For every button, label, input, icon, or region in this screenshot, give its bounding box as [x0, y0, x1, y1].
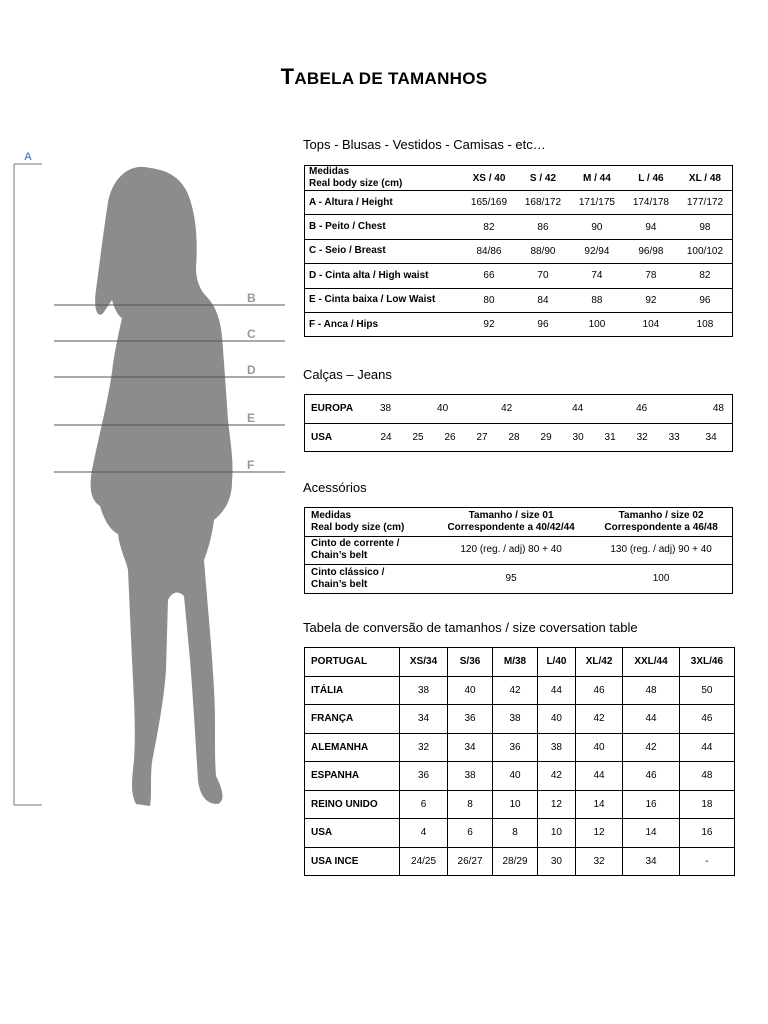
table-row	[305, 790, 735, 819]
marker-f: F	[247, 458, 255, 472]
cell-value: 36	[400, 762, 448, 791]
cell-value: 8	[448, 790, 493, 819]
cell-value: 4	[400, 819, 448, 848]
table-header-row	[305, 648, 735, 677]
body-silhouette-figure	[0, 140, 300, 820]
accessories-heading: Acessórios	[303, 480, 367, 495]
cell-value: 92/94	[570, 239, 624, 263]
cell-value: 84	[516, 288, 570, 312]
cell-value: 40	[448, 676, 493, 705]
cell-value: 6	[400, 790, 448, 819]
row-label: Cinto clássico / Chain’s belt	[305, 565, 433, 594]
cell-value: 100	[590, 565, 732, 594]
cell-value: 44	[575, 762, 622, 791]
conversion-heading: Tabela de conversão de tamanhos / size coversation table	[303, 620, 638, 635]
cell-value: 177/172	[678, 191, 733, 215]
cell-value: 28	[498, 423, 530, 452]
cell-value: 50	[679, 676, 734, 705]
body-silhouette	[91, 167, 233, 806]
cell-value: 98	[678, 215, 733, 239]
row-label: ESPANHA	[305, 762, 400, 791]
tops-size-table	[304, 165, 733, 337]
cell-value: 42	[493, 676, 538, 705]
table-row	[305, 819, 735, 848]
cell-value: 32	[575, 847, 622, 876]
cell-value: 46	[636, 403, 648, 415]
cell-value: 82	[462, 215, 516, 239]
cell-value: 48	[712, 403, 724, 415]
size-header: M / 44	[583, 172, 611, 184]
table-row-usa	[305, 423, 733, 452]
cell-value: 48	[623, 676, 680, 705]
size-header: L/40	[537, 648, 575, 677]
cell-value: -	[679, 847, 734, 876]
cell-value: 25	[402, 423, 434, 452]
cell-value: 174/178	[624, 191, 678, 215]
cell-value: 88	[570, 288, 624, 312]
cell-value: 95	[432, 565, 590, 594]
row-label: F - Anca / Hips	[305, 312, 463, 336]
cell-value: 48	[679, 762, 734, 791]
cell-value: 130 (reg. / adj) 90 + 40	[590, 536, 732, 565]
cell-value: 34	[448, 733, 493, 762]
cell-value: 74	[570, 264, 624, 288]
size-header: S / 42	[529, 172, 557, 184]
cell-value: 32	[626, 423, 658, 452]
row-label: ALEMANHA	[305, 733, 400, 762]
table-row	[305, 847, 735, 876]
cell-value: 6	[448, 819, 493, 848]
table-row	[305, 264, 733, 288]
cell-value: 92	[624, 288, 678, 312]
size-header: 3XL/46	[679, 648, 734, 677]
row-label: ITÁLIA	[305, 676, 400, 705]
cell-value: 165/169	[462, 191, 516, 215]
size-header: XXL/44	[623, 648, 680, 677]
cell-value: 40	[575, 733, 622, 762]
table-row	[305, 288, 733, 312]
marker-d: D	[247, 363, 256, 377]
cell-value: 108	[678, 312, 733, 336]
size-header: XS / 40	[472, 172, 506, 184]
cell-value: 34	[623, 847, 680, 876]
cell-value: 84/86	[462, 239, 516, 263]
table-row	[305, 733, 735, 762]
table-row	[305, 239, 733, 263]
cell-value: 12	[575, 819, 622, 848]
size-header: S/36	[448, 648, 493, 677]
row-label: D - Cinta alta / High waist	[305, 264, 463, 288]
row-label: C - Seio / Breast	[305, 239, 463, 263]
table-row-europa	[305, 395, 733, 424]
row-label: USA	[305, 423, 371, 452]
size-header: Tamanho / size 02 Correspondente a 46/48	[604, 509, 718, 533]
cell-value: 18	[679, 790, 734, 819]
cell-value: 92	[462, 312, 516, 336]
table-row	[305, 215, 733, 239]
row-label: E - Cinta baixa / Low Waist	[305, 288, 463, 312]
cell-value: 10	[537, 819, 575, 848]
cell-value: 24/25	[400, 847, 448, 876]
cell-value: 16	[623, 790, 680, 819]
cell-value: 96	[678, 288, 733, 312]
conversion-table	[304, 647, 735, 876]
cell-value: 42	[501, 403, 513, 415]
row-label: A - Altura / Height	[305, 191, 463, 215]
size-header: XS/34	[400, 648, 448, 677]
marker-c: C	[247, 327, 256, 341]
cell-value: 31	[594, 423, 626, 452]
cell-value: 30	[537, 847, 575, 876]
table-row	[305, 191, 733, 215]
cell-value: 90	[570, 215, 624, 239]
cell-value: 82	[678, 264, 733, 288]
row-label: B - Peito / Chest	[305, 215, 463, 239]
row-label: PORTUGAL	[305, 648, 400, 677]
cell-value: 40	[537, 705, 575, 734]
table-header-row	[305, 166, 733, 191]
cell-value: 8	[493, 819, 538, 848]
table-header-row	[305, 508, 733, 537]
cell-value: 14	[623, 819, 680, 848]
jeans-size-table	[304, 394, 733, 452]
header-label-cell: Medidas Real body size (cm)	[311, 509, 405, 533]
size-header: Tamanho / size 01 Correspondente a 40/42/44	[447, 509, 575, 533]
cell-value: 29	[530, 423, 562, 452]
cell-value: 38	[400, 676, 448, 705]
cell-value: 38	[537, 733, 575, 762]
cell-value: 38	[380, 403, 392, 415]
cell-value: 44	[679, 733, 734, 762]
cell-value: 12	[537, 790, 575, 819]
cell-value: 32	[400, 733, 448, 762]
marker-b: B	[247, 291, 256, 305]
row-label: USA	[305, 819, 400, 848]
cell-value: 27	[466, 423, 498, 452]
page-title: TABELA DE TAMANHOS	[280, 64, 488, 89]
cell-value: 26	[434, 423, 466, 452]
cell-value: 46	[623, 762, 680, 791]
cell-value: 14	[575, 790, 622, 819]
cell-value: 42	[623, 733, 680, 762]
cell-value: 28/29	[493, 847, 538, 876]
cell-value: 36	[493, 733, 538, 762]
jeans-heading: Calças – Jeans	[303, 367, 392, 382]
cell-value: 44	[623, 705, 680, 734]
cell-value: 88/90	[516, 239, 570, 263]
cell-value: 171/175	[570, 191, 624, 215]
cell-value: 96/98	[624, 239, 678, 263]
size-header: XL / 48	[688, 172, 721, 184]
cell-value: 26/27	[448, 847, 493, 876]
marker-a: A	[24, 151, 32, 163]
row-label: Cinto de corrente / Chain’s belt	[305, 536, 433, 565]
table-row	[305, 536, 733, 565]
cell-value: 10	[493, 790, 538, 819]
cell-value: 80	[462, 288, 516, 312]
cell-value: 168/172	[516, 191, 570, 215]
accessories-size-table	[304, 507, 733, 594]
cell-value: 38	[493, 705, 538, 734]
cell-value: 96	[516, 312, 570, 336]
cell-value: 66	[462, 264, 516, 288]
row-label: FRANÇA	[305, 705, 400, 734]
row-label: REINO UNIDO	[305, 790, 400, 819]
cell-value: 34	[400, 705, 448, 734]
marker-e: E	[247, 411, 256, 425]
header-label-cell: Medidas Real body size (cm)	[309, 166, 403, 189]
cell-value: 44	[537, 676, 575, 705]
tops-heading: Tops - Blusas - Vestidos - Camisas - etc…	[303, 137, 546, 152]
table-row	[305, 565, 733, 594]
cell-value: 40	[437, 403, 449, 415]
cell-value: 100	[570, 312, 624, 336]
cell-value: 70	[516, 264, 570, 288]
cell-value: 36	[448, 705, 493, 734]
cell-value: 30	[562, 423, 594, 452]
row-label: EUROPA	[311, 403, 354, 415]
size-header: L / 46	[638, 172, 664, 184]
table-row	[305, 705, 735, 734]
table-row	[305, 312, 733, 336]
cell-value: 104	[624, 312, 678, 336]
size-header: XL/42	[575, 648, 622, 677]
cell-value: 34	[690, 423, 732, 452]
cell-value: 24	[370, 423, 402, 452]
cell-value: 86	[516, 215, 570, 239]
table-row	[305, 676, 735, 705]
cell-value: 120 (reg. / adj) 80 + 40	[432, 536, 590, 565]
cell-value: 94	[624, 215, 678, 239]
cell-value: 42	[575, 705, 622, 734]
size-header: M/38	[493, 648, 538, 677]
cell-value: 42	[537, 762, 575, 791]
cell-value: 44	[572, 403, 584, 415]
cell-value: 38	[448, 762, 493, 791]
cell-value: 40	[493, 762, 538, 791]
cell-value: 46	[575, 676, 622, 705]
cell-value: 78	[624, 264, 678, 288]
cell-value: 16	[679, 819, 734, 848]
cell-value: 33	[658, 423, 690, 452]
row-label: USA INCE	[305, 847, 400, 876]
table-row	[305, 762, 735, 791]
cell-value: 46	[679, 705, 734, 734]
cell-value: 100/102	[678, 239, 733, 263]
